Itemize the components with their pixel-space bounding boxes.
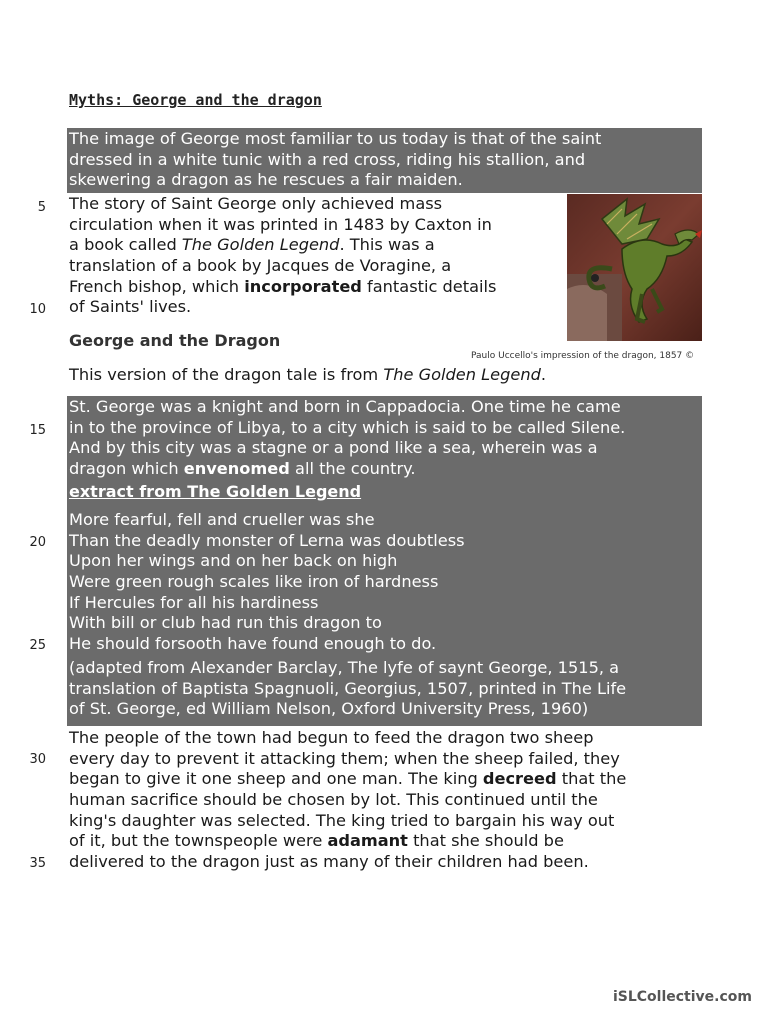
line-number: 35 — [29, 856, 46, 871]
line-number: 30 — [29, 752, 46, 767]
text-line: French bishop, which incorporated fantastic details — [69, 276, 497, 296]
poem-line: He should forsooth have found enough to do. — [69, 634, 437, 654]
poem-line: More fearful, fell and crueller was she — [69, 510, 375, 529]
text-line: of it, but the townspeople were adamant that she should be — [69, 831, 564, 851]
page-title: Myths: George and the dragon — [69, 91, 322, 109]
version-line: This version of the dragon tale is from The Golden Legend. — [69, 365, 547, 384]
paragraph-sacrifice — [69, 728, 626, 873]
footer-watermark: iSLCollective.com — [612, 989, 752, 1005]
text-line: The people of the town had begun to feed the dragon two sheep — [69, 728, 594, 747]
intro-block — [67, 128, 702, 193]
text-line: dragon which envenomed all the country. — [69, 459, 416, 479]
text-line: king's daughter was selected. The king tried to bargain his way out — [69, 810, 615, 830]
book-title: The Golden Legend — [383, 365, 541, 384]
extract-heading: extract from The Golden Legend — [69, 482, 362, 501]
book-title: The Golden Legend — [181, 235, 340, 255]
text-line: a book called The Golden Legend. This was a — [69, 235, 435, 255]
text-line: delivered to the dragon just as many of their children had been. — [69, 852, 589, 872]
line-number: 20 — [29, 535, 46, 550]
text-line: every day to prevent it attacking them; when the sheep failed, they — [69, 748, 620, 768]
citation-line: of St. George, ed William Nelson, Oxford University Press, 1960) — [69, 699, 589, 719]
legend-block — [67, 396, 702, 726]
poem-line: Than the deadly monster of Lerna was doubtless — [69, 530, 465, 550]
paragraph-story-origin — [69, 194, 496, 318]
poem-line: With bill or club had run this dragon to — [69, 613, 382, 633]
poem-line: If Hercules for all his hardiness — [69, 592, 319, 612]
keyword: decreed — [482, 769, 557, 789]
text-line: circulation when it was printed in 1483 by Caxton in — [69, 214, 492, 234]
citation-line: (adapted from Alexander Barclay, The lyfe of saynt George, 1515, a — [69, 658, 620, 677]
text-line: human sacrifice should be chosen by lot. This continued until the — [69, 790, 598, 810]
text-line: of Saints' lives. — [69, 297, 192, 317]
text-line: in to the province of Libya, to a city which is said to be called Silene. — [69, 417, 626, 437]
poem-line: Were green rough scales like iron of hardness — [69, 572, 439, 592]
poem — [69, 510, 465, 655]
keyword: adamant — [327, 831, 408, 851]
intro-line: dressed in a white tunic with a red cross, riding his stallion, and — [69, 149, 586, 169]
image-caption: Paulo Uccello's impression of the dragon, 1857 © — [471, 351, 695, 361]
dragon-image — [567, 194, 702, 341]
line-number: 15 — [29, 423, 46, 438]
text-line: St. George was a knight and born in Cappadocia. One time he came — [69, 397, 621, 416]
dragon-illustration — [567, 194, 702, 341]
line-number: 25 — [29, 638, 46, 653]
intro-line: skewering a dragon as he rescues a fair maiden. — [69, 170, 463, 190]
text-line: translation of a book by Jacques de Voragine, a — [69, 256, 452, 276]
keyword: incorporated — [244, 276, 362, 296]
source-citation — [69, 658, 626, 720]
citation-line: translation of Baptista Spagnuoli, Georgius, 1507, printed in The Life — [69, 678, 627, 698]
text-line: The story of Saint George only achieved mass — [69, 194, 443, 213]
line-number: 5 — [37, 200, 46, 215]
text-line: began to give it one sheep and one man. The king decreed that the — [69, 769, 627, 789]
intro-line: The image of George most familiar to us today is that of the saint — [69, 129, 602, 148]
section-heading: George and the Dragon — [69, 331, 281, 350]
text-line: And by this city was a stagne or a pond like a sea, wherein was a — [69, 438, 598, 458]
poem-line: Upon her wings and on her back on high — [69, 551, 398, 571]
keyword: envenomed — [183, 459, 290, 479]
line-number: 10 — [29, 302, 46, 317]
